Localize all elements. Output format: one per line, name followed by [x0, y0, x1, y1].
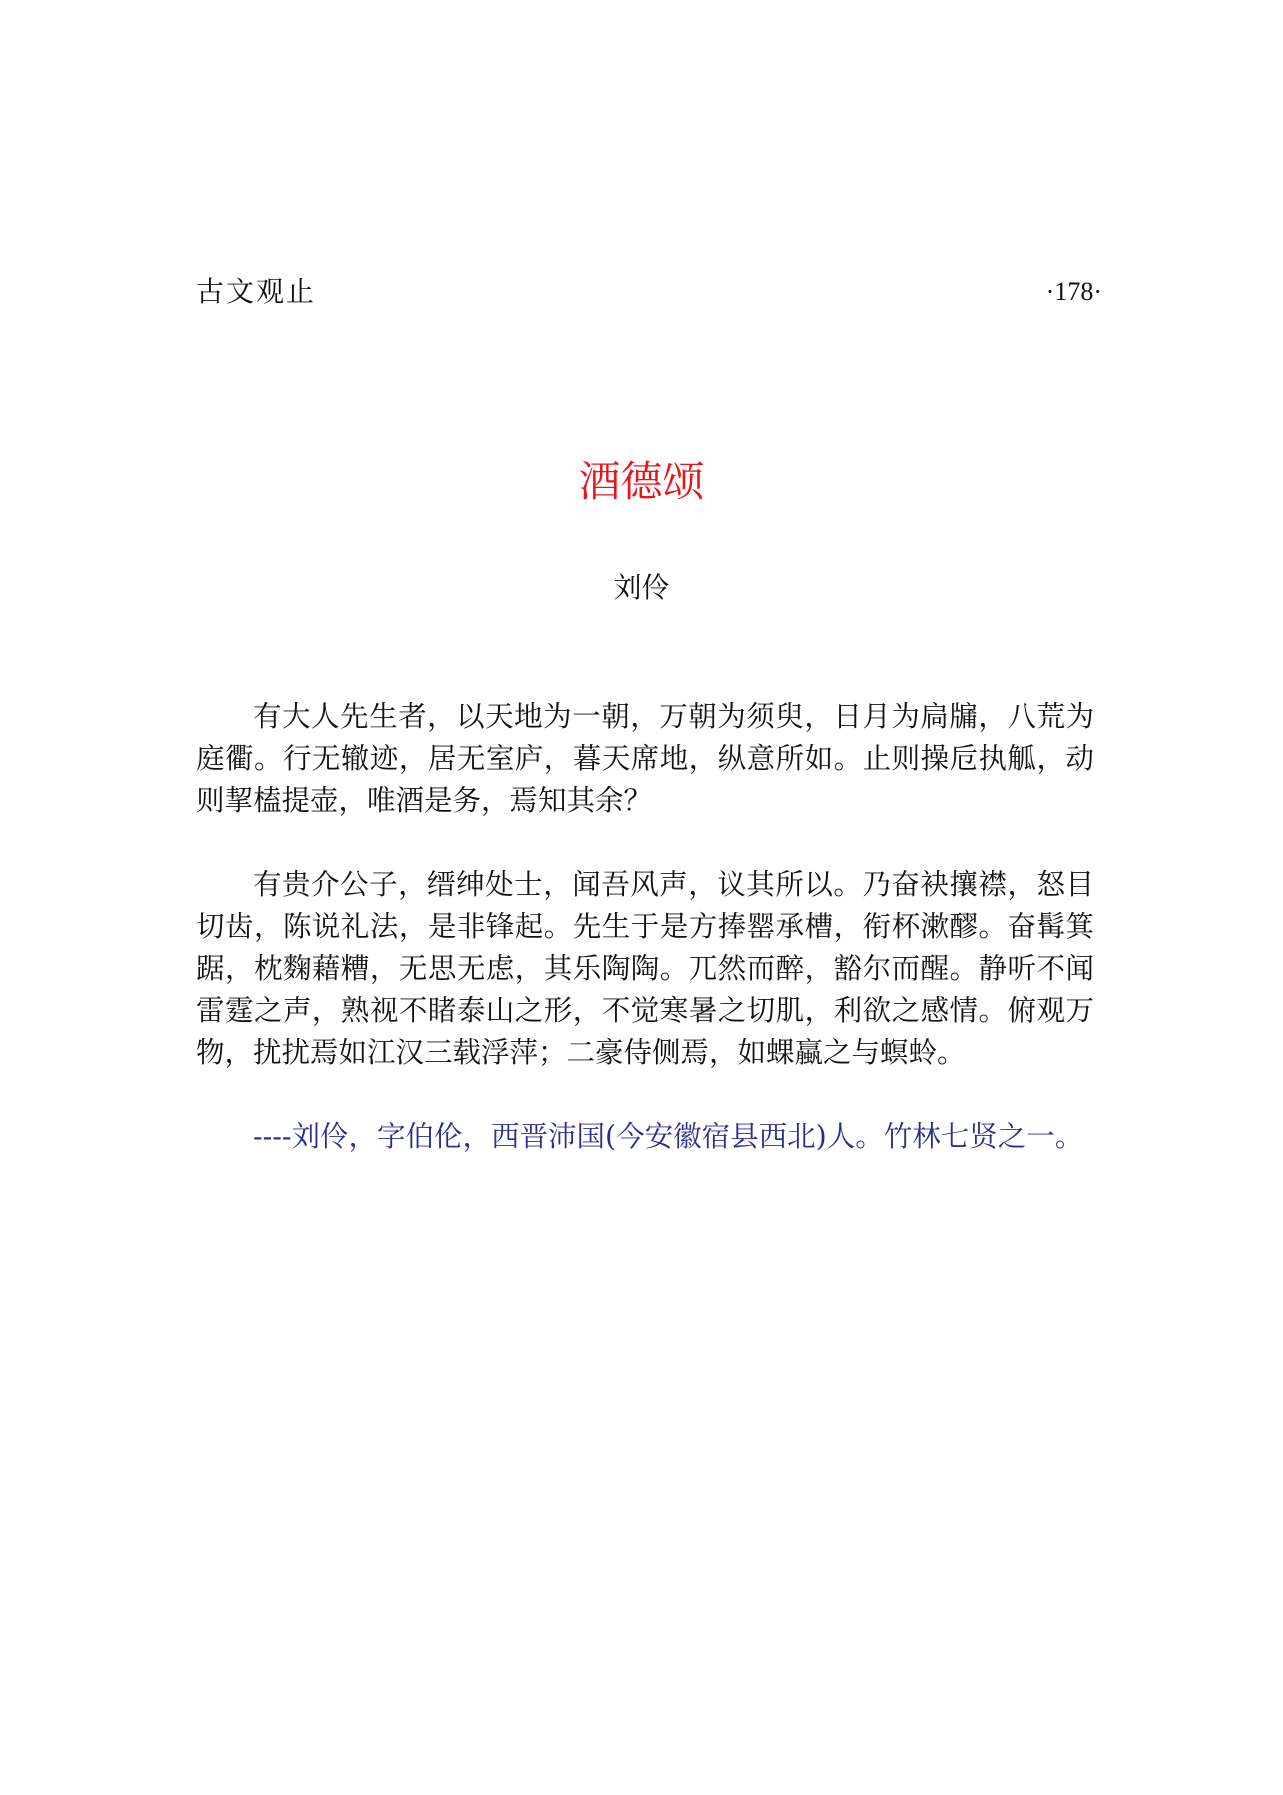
- article-author: 刘伶: [613, 571, 670, 604]
- page-header: [196, 272, 1102, 312]
- paragraph-2: 有贵介公子，缙绅处士，闻吾风声，议其所以。乃奋袂攘襟，怒目切齿，陈说礼法，是非锋起。先生于是方捧罂承槽，衔杯漱醪。奋髯箕踞，枕麴藉糟，无思无虑，其乐陶陶。兀然而醉，豁尔而醒。静听不闻雷霆之声，熟视不睹泰山之形，不觉寒暑之切肌，利欲之感情。俯观万物，扰扰焉如江汉三载浮萍；二豪侍侧焉，如蜾蠃之与螟蛉。: [196, 868, 1094, 1069]
- book-title: 古文观止: [196, 275, 317, 308]
- page-number: ·178·: [1045, 277, 1102, 306]
- article-body: [196, 696, 1094, 1158]
- author-note: ----刘伶，字伯伦，西晋沛国(今安徽宿县西北)人。竹林七贤之一。: [253, 1120, 1084, 1153]
- article-title: 酒德颂: [578, 457, 705, 506]
- paragraph-1: 有大人先生者，以天地为一朝，万朝为须臾，日月为扃牖，八荒为庭衢。行无辙迹，居无室庐，暮天席地，纵意所如。止则操卮执觚，动则挈榼提壶，唯酒是务，焉知其余？: [196, 700, 1094, 817]
